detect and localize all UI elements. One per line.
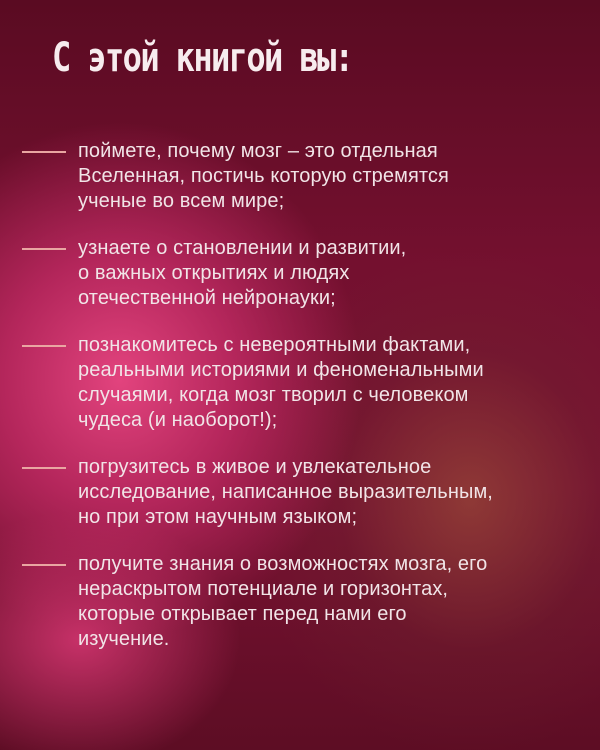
list-item-line: отечественной нейронауки; [78, 287, 336, 309]
list-item-line: изучение. [78, 628, 170, 650]
list-item-line: узнаете о становлении и развитии, [78, 237, 407, 259]
dash-marker [22, 151, 66, 153]
list-item-line: но при этом научным языком; [78, 506, 358, 528]
list-item-1 [0, 139, 600, 214]
dash-marker [22, 467, 66, 469]
list-item-line: ученые во всем мире; [78, 190, 285, 212]
list-item-line: которые открывает перед нами его [78, 603, 407, 625]
list-item-line: нераскрытом потенциале и горизонтах, [78, 578, 449, 600]
list-item-line: о важных открытиях и людях [78, 262, 350, 284]
dash-marker [22, 345, 66, 347]
list-item-line: познакомитесь с невероятными фактами, [78, 334, 471, 356]
list-item-4 [0, 455, 600, 530]
benefits-list [0, 139, 600, 674]
list-item-line: реальными историями и феноменальными [78, 359, 484, 381]
list-item-line: получите знания о возможностях мозга, его [78, 553, 488, 575]
list-item-line: погрузитесь в живое и увлекательное [78, 456, 432, 478]
dash-marker [22, 564, 66, 566]
page-title: С этой книгой вы: [52, 35, 353, 81]
list-item-line: исследование, написанное выразительным, [78, 481, 493, 503]
list-item-line: Вселенная, постичь которую стремятся [78, 165, 449, 187]
list-item-5 [0, 552, 600, 652]
list-item-3 [0, 333, 600, 433]
dash-marker [22, 248, 66, 250]
list-item-line: чудеса (и наоборот!); [78, 409, 278, 431]
list-item-line: случаями, когда мозг творил с человеком [78, 384, 469, 406]
list-item-line: поймете, почему мозг – это отдельная [78, 140, 438, 162]
list-item-2 [0, 236, 600, 311]
